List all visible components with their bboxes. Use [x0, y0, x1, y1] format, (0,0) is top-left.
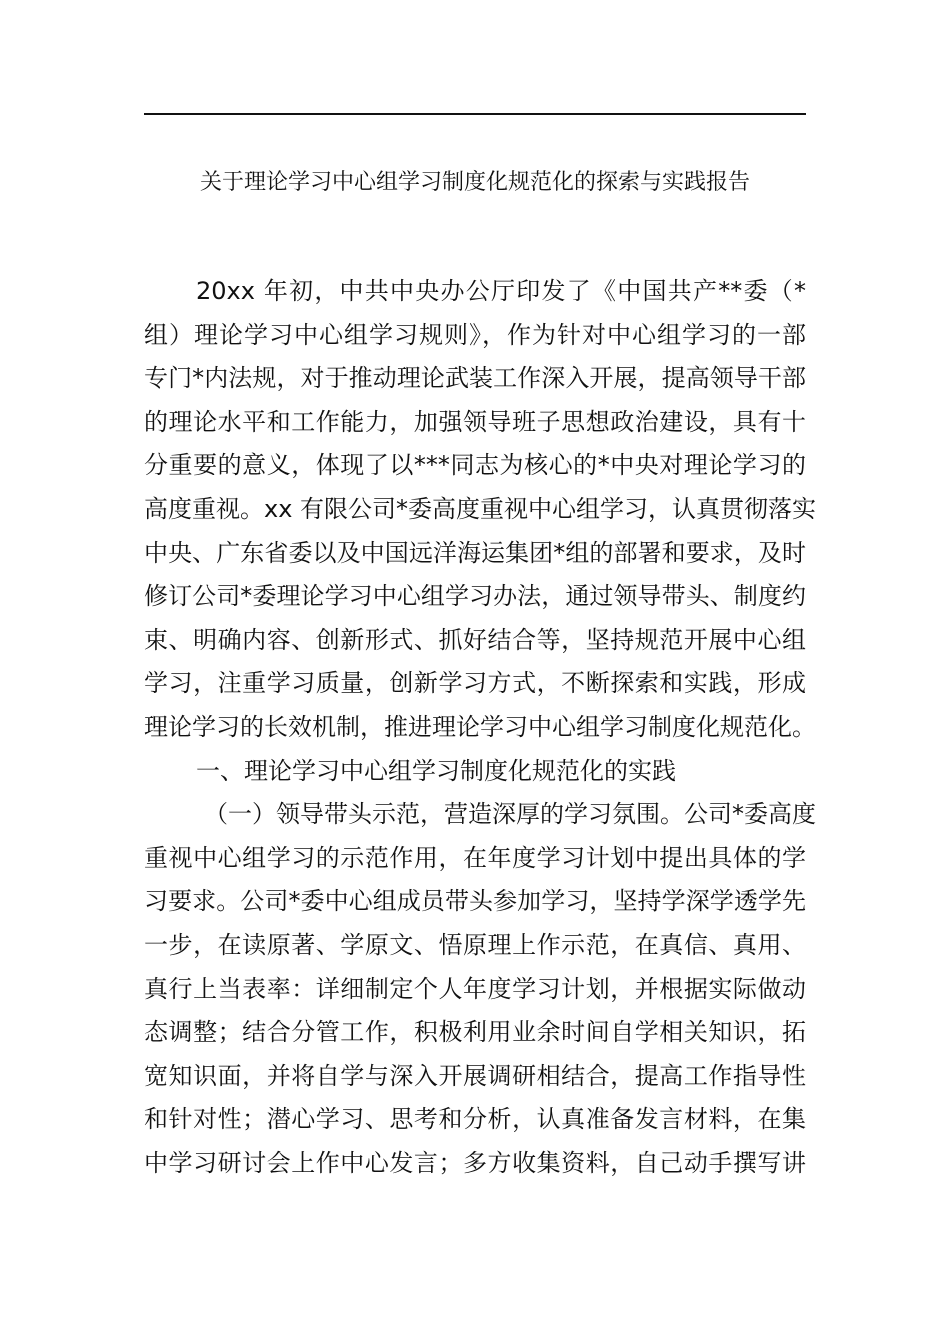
body-line: （一）领导带头示范，营造深厚的学习氛围。公司*委高度: [204, 800, 816, 829]
body-line: 理论学习的长效机制，推进理论学习中心组学习制度化规范化。: [144, 712, 816, 741]
body-line: 宽知识面，并将自学与深入开展调研相结合，提高工作指导性: [144, 1061, 806, 1090]
body-line: 修订公司*委理论学习中心组学习办法，通过领导带头、制度约: [144, 582, 806, 611]
body-line: 束、明确内容、创新形式、抓好结合等，坚持规范开展中心组: [144, 625, 806, 654]
body-line: 学习，注重学习质量，创新学习方式，不断探索和实践，形成: [144, 669, 806, 698]
body-line: 分重要的意义，体现了以***同志为核心的*中央对理论学习的: [144, 451, 806, 480]
body-line: 重视中心组学习的示范作用，在年度学习计划中提出具体的学: [144, 843, 806, 872]
body-line: 中学习研讨会上作中心发言；多方收集资料，自己动手撰写讲: [144, 1148, 806, 1177]
body-line: 真行上当表率：详细制定个人年度学习计划，并根据实际做动: [144, 974, 806, 1003]
body-line: 组）理论学习中心组学习规则》，作为针对中心组学习的一部: [144, 320, 806, 349]
body-line: 和针对性；潜心学习、思考和分析，认真准备发言材料，在集: [144, 1105, 806, 1134]
document-body: [144, 270, 817, 1185]
body-line: 20xx 年初，中共中央办公厅印发了《中国共产**委（*: [196, 277, 806, 305]
body-line: 高度重视。xx 有限公司*委高度重视中心组学习，认真贯彻落实: [144, 494, 817, 523]
body-line: 习要求。公司*委中心组成员带头参加学习，坚持学深学透学先: [144, 887, 806, 916]
header-rule: [144, 113, 806, 115]
document-title: 关于理论学习中心组学习制度化规范化的探索与实践报告: [199, 170, 750, 195]
body-line: 态调整；结合分管工作，积极利用业余时间自学相关知识，拓: [144, 1018, 806, 1047]
body-line: 中央、广东省委以及中国远洋海运集团*组的部署和要求，及时: [144, 538, 806, 567]
body-line: 一步，在读原著、学原文、悟原理上作示范，在真信、真用、: [144, 930, 806, 959]
section-heading: 一、理论学习中心组学习制度化规范化的实践: [196, 756, 676, 785]
body-line: 的理论水平和工作能力，加强领导班子思想政治建设，具有十: [144, 407, 806, 436]
body-line: 专门*内法规，对于推动理论武装工作深入开展，提高领导干部: [144, 364, 806, 393]
